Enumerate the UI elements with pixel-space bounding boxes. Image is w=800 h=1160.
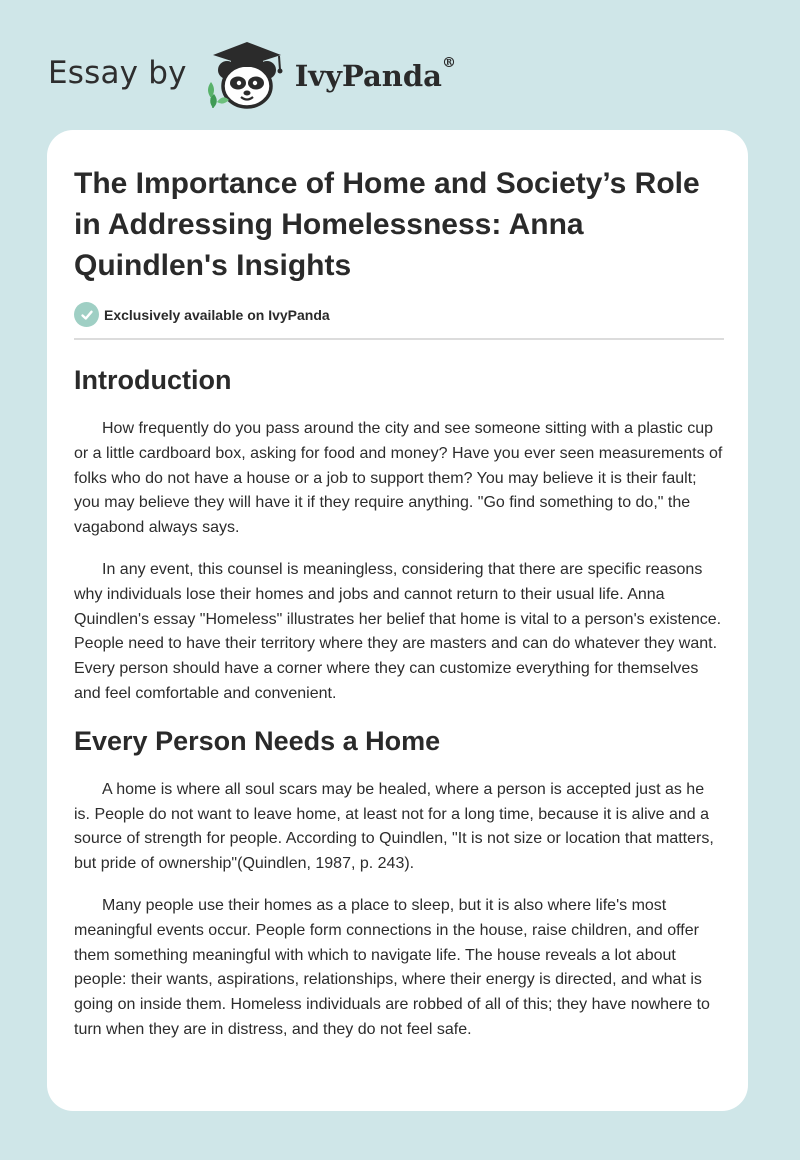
trademark-symbol: ® — [441, 55, 456, 71]
section-introduction — [74, 363, 724, 707]
paragraph: A home is where all soul scars may be healed, where a person is accepted just as he is. People do not want to leave home, at least not for a long time, because it is alive and a source of strength for people. According to Quindlen, "It is not size or location that matters, but pride of ownership"(Quindlen, 1987, p. 243). — [74, 780, 714, 873]
brand-name[interactable]: IvyPanda® — [294, 55, 456, 93]
check-circle-icon — [74, 302, 99, 327]
site-header — [48, 36, 456, 112]
ivypanda-logo-icon[interactable] — [201, 36, 297, 112]
section-heading: Introduction — [74, 365, 232, 395]
essay-by-label: Essay by — [48, 55, 187, 91]
essay-title: The Importance of Home and Society’s Role in Addressing Homelessness: Anna Quindlen's Insights — [74, 167, 700, 282]
divider — [74, 338, 724, 340]
exclusive-badge — [74, 302, 724, 327]
section-every-person-needs-a-home — [74, 724, 724, 1043]
exclusive-badge-label: Exclusively available on IvyPanda — [104, 306, 330, 323]
essay-content — [74, 163, 724, 1043]
paragraph: In any event, this counsel is meaningless, considering that there are specific reasons why individuals lose their homes and jobs and cannot return to their usual life. Anna Quindlen's essay "Homeless" illustrates her belief that home is vital to a person's existence. People need to have their territory where they are masters and can do whatever they want. Every person should have a corner where they can customize everything for themselves and feel comfortable and convenient. — [74, 560, 722, 702]
essay-card — [47, 130, 748, 1111]
section-heading: Every Person Needs a Home — [74, 725, 441, 756]
paragraph: How frequently do you pass around the city and see someone sitting with a plastic cup or a little cardboard box, asking for food and money? Have you ever seen measurements of folks who do not have a house or a job to support them? You may believe it is their fault; you may believe they will have it if they require anything. "Go find something to do," the vagabond always says. — [74, 420, 723, 537]
paragraph: Many people use their homes as a place to sleep, but it is also where life's most meaningful events occur. People form connections in the house, raise children, and offer them something meaningful with which to navigate life. The house reveals a lot about people: their wants, aspirations, relationships, where their energy is directed, and what is going on inside them. Homeless individuals are robbed of all of this; they have nowhere to turn when they are in distress, and they do not feel safe. — [74, 896, 710, 1038]
